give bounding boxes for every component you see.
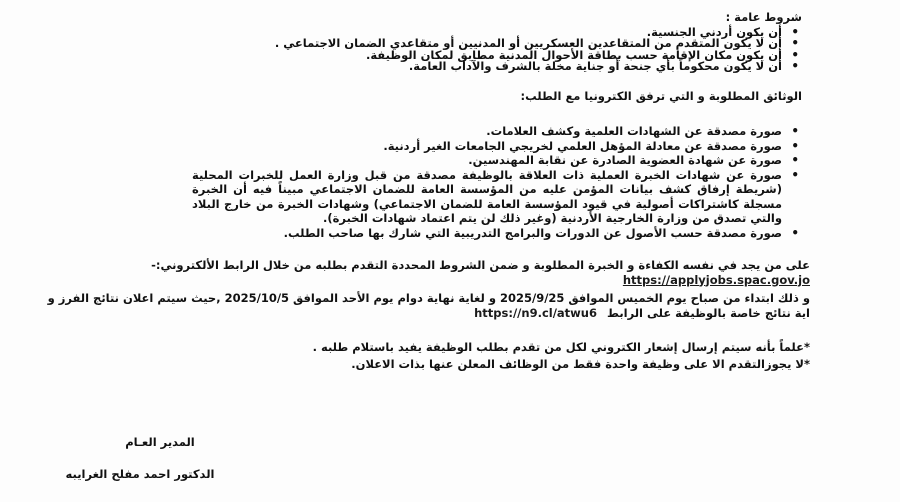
- application-text: على من يجد في نفسه الكفاءة و الخبرة المطلوبة و ضمن الشروط المحددة التقدم بطلبه من خلال الرابط الألكتروني:-: [151, 258, 810, 272]
- signature-name: الدكتور احمد مفلح الغرايبه: [65, 467, 215, 481]
- list-item: • أن يكون مكان الإقامة حسب بطاقة الأحوال المدنية مطابق لمكان الوظيفة.: [40, 50, 782, 62]
- general-conditions-list: [40, 24, 810, 73]
- required-documents-heading: الوثائق المطلوبة و التي ترفق الكترونيا مع الطلب:: [520, 88, 802, 103]
- application-instructions: [40, 258, 810, 320]
- general-conditions-heading: شروط عامة :: [725, 10, 802, 24]
- list-item: • صورة مصدقة حسب الأصول عن الدورات والبرامج التدريبية التي شارك بها صاحب الطلب.: [40, 226, 782, 241]
- results-link[interactable]: https://n9.cl/atwu6: [474, 305, 597, 320]
- signature-block: [50, 435, 230, 481]
- list-item: • أن يكون أردني الجنسية.: [40, 27, 782, 39]
- apply-link[interactable]: https://applyjobs.spac.gov.jo: [622, 272, 810, 287]
- document-body: [40, 0, 810, 373]
- list-item: • صورة مصدقة عن معادلة المؤهل العلمي لخريجي الجامعات الغير أردنية.: [40, 139, 782, 154]
- list-item: • أن لا يكون المتقدم من المتقاعدين العسكريين أو المدنيين أو متقاعدي الضمان الاجتماعي .: [40, 38, 782, 50]
- signature-title: المدير العـام: [125, 435, 195, 449]
- list-item: • صورة مصدقة عن الشهادات العلمية وكشف العلامات.: [40, 124, 782, 139]
- list-item: • صورة عن شهادات الخبرة العملية ذات العلاقة بالوظيفة مصدقة من قبل وزارة العمل للخبرات المحلية (شريطة إرفاق كشف بيانات المؤمن عليه من المؤسسة العامة للضمان الاجتماعي مبيناً فيه أن الخبرة مسجلة كاشتراكات أصولية في قيود المؤسسة العامة للضمان الاجتماعي) وشهادات الخبرة من خارج البلاد والتي تصدق من وزارة الخارجية الأردنية (وغير ذلك لن يتم اعتماد شهادات الخبرة).: [192, 168, 782, 226]
- list-item: • أن لا يكون محكوماً بأي جنحة أو جناية مخلة بالشرف والآداب العامة.: [40, 61, 782, 73]
- list-item: • صورة عن شهادة العضوية الصادرة عن نقابة المهندسين.: [40, 153, 782, 168]
- notes: [40, 340, 810, 371]
- note-item: *لا يجوزالتقدم الا على وظيفة واحدة فقط من الوظائف المعلن عنها بذات الاعلان.: [351, 356, 810, 371]
- note-item: *علماً بأنه سيتم إرسال إشعار الكتروني لكل من تقدم بطلب الوظيفة يفيد باستلام طلبه .: [312, 340, 810, 354]
- required-documents-list: [40, 124, 810, 240]
- application-dates-text: و ذلك ابتداء من صباح يوم الخميس الموافق 2025/9/25 و لغاية نهاية دوام يوم الأحد الموافق 2025/10/5 ,حيث سيتم اعلان نتائج الفرز و اية نتائج خاصة بالوظيفة على الرابط: [47, 291, 810, 320]
